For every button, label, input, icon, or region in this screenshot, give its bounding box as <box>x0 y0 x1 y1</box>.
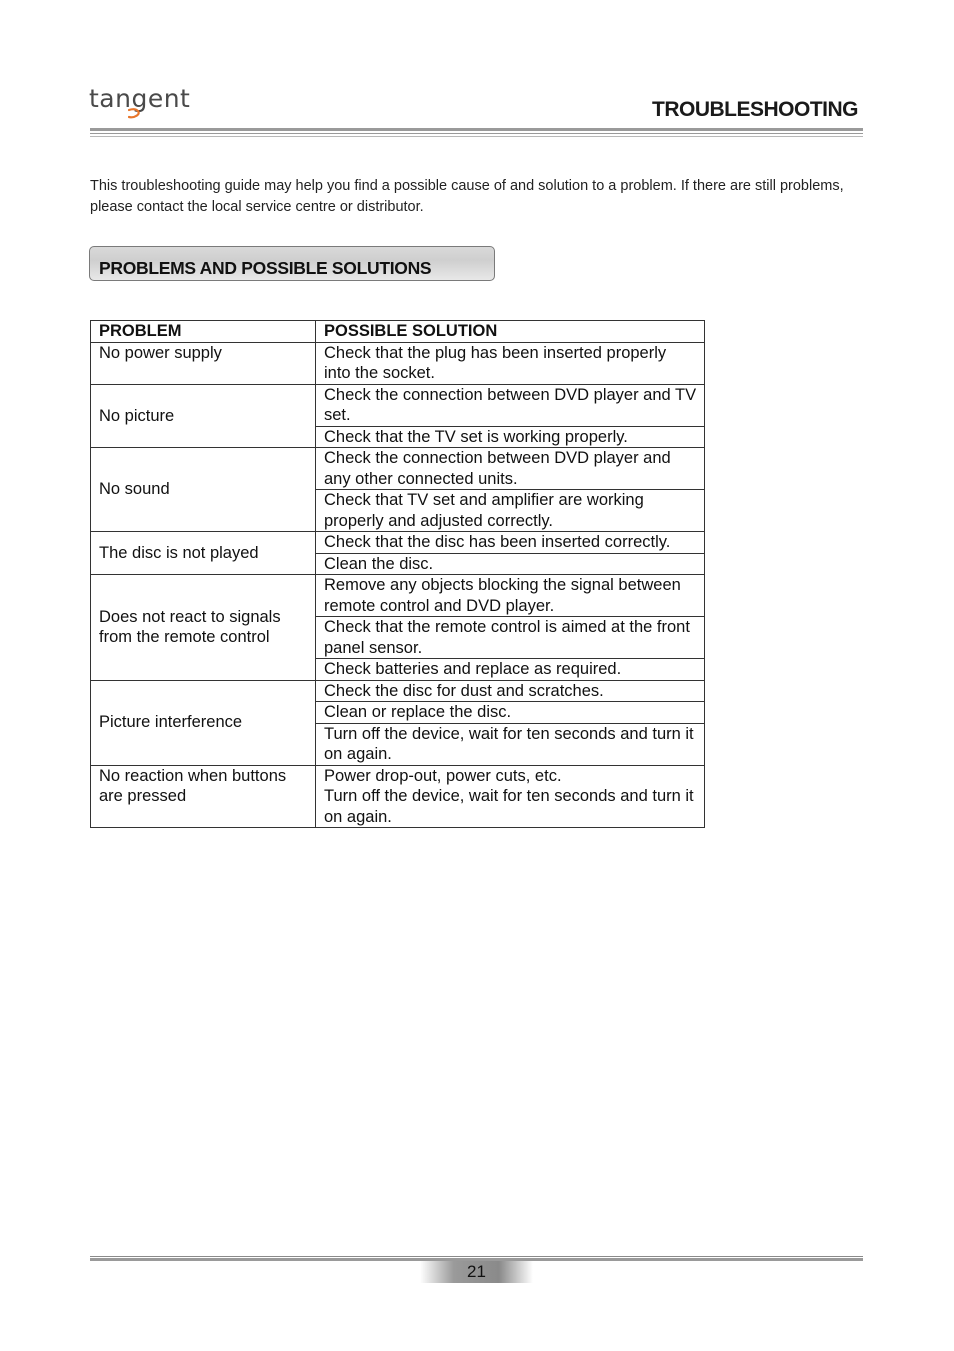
page-number: 21 <box>467 1262 486 1281</box>
table-row <box>91 342 705 384</box>
section-heading <box>89 246 495 281</box>
problem-cell: Picture interference <box>91 680 316 765</box>
header-solution: POSSIBLE SOLUTION <box>316 321 705 343</box>
solution-cell: Power drop-out, power cuts, etc. Turn off the device, wait for ten seconds and turn it on again. <box>316 765 705 828</box>
solution-cell: Check batteries and replace as required. <box>316 659 705 681</box>
table-header-row <box>91 321 705 343</box>
table-row <box>91 575 705 617</box>
solution-cell: Check that the remote control is aimed at the front panel sensor. <box>316 617 705 659</box>
solution-cell: Check that TV set and amplifier are working properly and adjusted correctly. <box>316 490 705 532</box>
page-title: TROUBLESHOOTING <box>652 98 858 121</box>
header-divider <box>90 128 863 138</box>
solution-cell: Clean the disc. <box>316 553 705 575</box>
logo-text: tangent <box>89 84 191 113</box>
problem-cell: No reaction when buttons are pressed <box>91 765 316 828</box>
troubleshooting-table <box>90 320 705 828</box>
table-row <box>91 448 705 490</box>
intro-paragraph: This troubleshooting guide may help you find a possible cause of and solution to a problem. If there are still problems, please contact the local service centre or distributor. <box>90 178 844 215</box>
solution-cell: Turn off the device, wait for ten seconds and turn it on again. <box>316 723 705 765</box>
problem-cell: The disc is not played <box>91 532 316 575</box>
problem-cell: No picture <box>91 384 316 448</box>
solution-cell: Check the connection between DVD player and TV set. <box>316 384 705 426</box>
table-body <box>91 342 705 828</box>
solution-cell: Check that the disc has been inserted correctly. <box>316 532 705 554</box>
solution-cell: Check the disc for dust and scratches. <box>316 680 705 702</box>
table-row <box>91 384 705 426</box>
solution-cell: Check that the TV set is working properly. <box>316 426 705 448</box>
problem-cell: No sound <box>91 448 316 532</box>
problem-cell: No power supply <box>91 342 316 384</box>
solution-cell: Remove any objects blocking the signal between remote control and DVD player. <box>316 575 705 617</box>
table-row <box>91 765 705 828</box>
table-row <box>91 532 705 554</box>
logo-swoosh-icon <box>128 108 142 119</box>
header-problem: PROBLEM <box>91 321 316 343</box>
table-row <box>91 680 705 702</box>
section-heading-label: PROBLEMS AND POSSIBLE SOLUTIONS <box>99 258 432 278</box>
solution-cell: Clean or replace the disc. <box>316 702 705 724</box>
solution-cell: Check that the plug has been inserted properly into the socket. <box>316 342 705 384</box>
problem-cell: Does not react to signals from the remote control <box>91 575 316 681</box>
solution-cell: Check the connection between DVD player and any other connected units. <box>316 448 705 490</box>
